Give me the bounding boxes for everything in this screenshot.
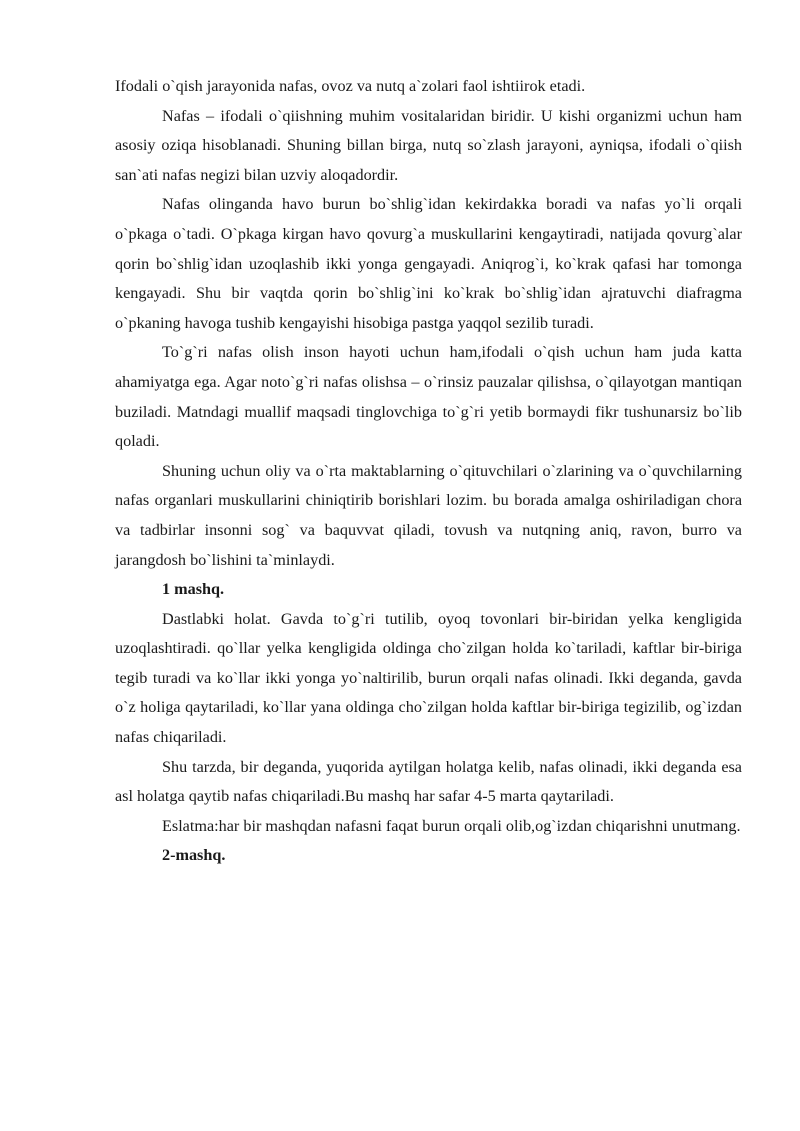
- paragraph-inhalation: Nafas olinganda havo burun bo`shlig`idan kekirdakka boradi va nafas yo`li orqali o`pkaga o`tadi. O`pkaga kirgan havo qovurg`a muskullarini kengaytiradi, natijada qovurg`alar qorin bo`shlig`idan uzoqlashib ikki yonga gengayadi. Aniqrog`i, ko`krak qafasi har tomonga kengayadi. Shu bir vaqtda qorin bo`shlig`ini ko`krak bo`shlig`idan ajratuvchi diafragma o`pkaning havoga tushib kengayishi hisobiga pastga yaqqol sezilib turadi.: [115, 195, 742, 332]
- document-body: [115, 72, 742, 871]
- paragraph-correct-breathing: To`g`ri nafas olish inson hayoti uchun ham,ifodali o`qish uchun ham juda katta ahamiyatga ega. Agar noto`g`ri nafas olishsa – o`rinsiz pauzalar qilishsa, o`qilayotgan mantiqan buziladi. Matndagi muallif maqsadi tinglovchiga to`g`ri yetib bormaydi fikr tushunarsiz bo`lib qoladi.: [115, 343, 742, 451]
- paragraph-breathing: Nafas – ifodali o`qiishning muhim vositalaridan biridir. U kishi organizmi uchun ham asosiy oziqa hisoblanadi. Shuning billan birga, nutq so`zlash jarayoni, ayniqsa, ifodali o`qiish san`ati nafas negizi bilan uzviy aloqadordir.: [115, 106, 742, 184]
- exercise-1-heading: 1 mashq.: [162, 580, 225, 599]
- exercise-1-description: Dastlabki holat. Gavda to`g`ri tutilib, oyoq tovonlari bir-biridan yelka kengligida uzoqlashtiradi. qo`llar yelka kengligida oldinga cho`zilgan holda ko`tariladi, kaftlar bir-biriga tegib turadi va ko`llar ikki yonga yo`naltirilib, burun orqali nafas olinadi. Ikki deganda, gavda o`z holiga qaytariladi, ko`llar yana oldinga cho`zilgan holda kaftlar bir-biriga tegizilib, og`izdan nafas chiqariladi.: [115, 609, 742, 747]
- intro-line: Ifodali o`qish jarayonida nafas, ovoz va nutq a`zolari faol ishtiirok etadi.: [115, 77, 586, 95]
- paragraph-teachers: Shuning uchun oliy va o`rta maktablarning o`qituvchilari o`zlarining va o`quvchilarning nafas organlari muskullarini chiniqtirib borishlari lozim. bu borada amalga oshiriladigan chora va tadbirlar insonni sog` va baquvvat qiladi, tovush va nutqning aniq, ravon, burro va jarangdosh bo`lishini ta`minlaydi.: [115, 461, 742, 569]
- exercise-1-repetition: Shu tarzda, bir deganda, yuqorida aytilgan holatga kelib, nafas olinadi, ikki deganda esa asl holatga qaytib nafas chiqariladi.Bu mashq har safar 4-5 marta qaytariladi.: [115, 757, 742, 806]
- exercise-note: Eslatma:har bir mashqdan nafasni faqat burun orqali olib,og`izdan chiqarishni unutmang.: [162, 816, 741, 835]
- exercise-2-heading: 2-mashq.: [162, 846, 226, 865]
